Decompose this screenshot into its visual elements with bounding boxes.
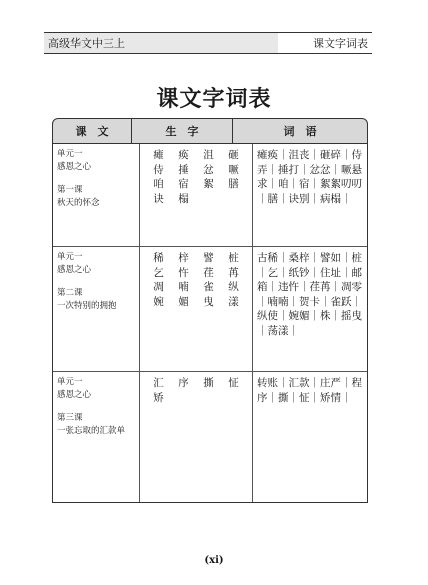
new-char: 沮 (203, 149, 214, 161)
unit-label: 单元一 (57, 149, 83, 159)
table-header (52, 118, 368, 144)
new-char: 噘 (228, 163, 239, 176)
unit-theme: 感恩之心 (57, 162, 92, 172)
new-chars-cell (140, 247, 253, 371)
table-row (53, 246, 367, 371)
lesson-title: 一次特别的拥抱 (57, 301, 117, 311)
new-char: 漾 (228, 295, 239, 308)
new-char: 宿 (178, 178, 189, 190)
new-char: 忤 (178, 266, 189, 279)
new-char: 咱 (153, 178, 164, 190)
new-char: 絮 (203, 178, 214, 190)
new-char: 砸 (228, 149, 239, 161)
lesson-cell (53, 144, 140, 246)
unit-label: 单元一 (57, 377, 83, 387)
page-title: 课文字词表 (156, 87, 272, 112)
unit-theme: 感恩之心 (57, 265, 92, 275)
word-list: 转账｜汇款｜庄严｜程序｜撕｜怔｜矫情｜ (257, 377, 362, 404)
new-char: 曳 (203, 295, 214, 308)
new-char: 纵 (228, 281, 239, 293)
page-number: (xi) (204, 555, 224, 566)
new-char: 痪 (178, 149, 189, 161)
new-char: 怔 (228, 377, 239, 389)
lesson-cell (53, 247, 140, 371)
words-cell (253, 247, 367, 371)
new-char: 喃 (178, 281, 189, 293)
new-char: 荏 (203, 266, 214, 279)
new-char: 撕 (203, 377, 214, 389)
word-list: 古稀｜桑梓｜譬如｜桩｜乞｜纸钞｜住址｜邮箱｜违忤｜荏苒｜凋零｜喃喃｜贺卡｜雀跃｜纵使｜婉媚｜株｜摇曳｜荡漾｜ (257, 252, 362, 337)
lesson-number: 第二课 (57, 288, 83, 298)
new-char: 桩 (228, 252, 239, 264)
new-char: 汇 (153, 377, 164, 389)
col-header-words: 词 语 (283, 125, 317, 138)
new-char: 乞 (153, 266, 164, 279)
lesson-cell (53, 372, 140, 502)
lesson-number: 第一课 (57, 185, 83, 195)
new-chars-cell (140, 144, 253, 246)
new-char: 捶 (178, 163, 189, 176)
new-char: 凋 (153, 281, 164, 293)
new-char: 稀 (153, 252, 164, 264)
words-cell (253, 144, 367, 246)
lesson-title: 一张忘取的汇款单 (57, 426, 126, 436)
word-list: 瘫痪｜沮丧｜砸碎｜侍弄｜捶打｜忿忿｜噘悬求｜咱｜宿｜絮絮叨叨｜膳｜诀别｜病榻｜ (257, 149, 362, 205)
new-char: 媚 (178, 295, 189, 308)
new-char: 雀 (203, 281, 214, 293)
new-char: 苒 (228, 266, 239, 279)
new-char: 忿 (203, 163, 214, 176)
new-char: 譬 (203, 252, 214, 264)
lesson-title: 秋天的怀念 (57, 198, 100, 208)
table-body (52, 144, 368, 503)
col-header-lesson: 课 文 (53, 119, 132, 143)
new-char: 瘫 (153, 149, 164, 161)
new-chars-cell (140, 372, 253, 502)
new-char: 婉 (153, 295, 164, 308)
vocab-table (52, 118, 368, 503)
unit-theme: 感恩之心 (57, 390, 92, 400)
new-char: 诀 (153, 192, 164, 205)
new-char: 膳 (228, 178, 239, 190)
lesson-number: 第三课 (57, 413, 83, 423)
new-char: 榻 (178, 192, 189, 205)
table-row (53, 371, 367, 502)
running-header (44, 32, 372, 54)
section-title: 课文字词表 (278, 33, 372, 53)
new-char: 序 (178, 377, 189, 389)
table-row (53, 144, 367, 246)
new-char: 侍 (153, 163, 164, 176)
book-title: 高级华文中三上 (44, 33, 278, 53)
new-char: 梓 (178, 252, 189, 264)
words-cell (253, 372, 367, 502)
col-header-chars: 生 字 (132, 119, 233, 143)
unit-label: 单元一 (57, 252, 83, 262)
new-char: 矫 (153, 391, 164, 404)
